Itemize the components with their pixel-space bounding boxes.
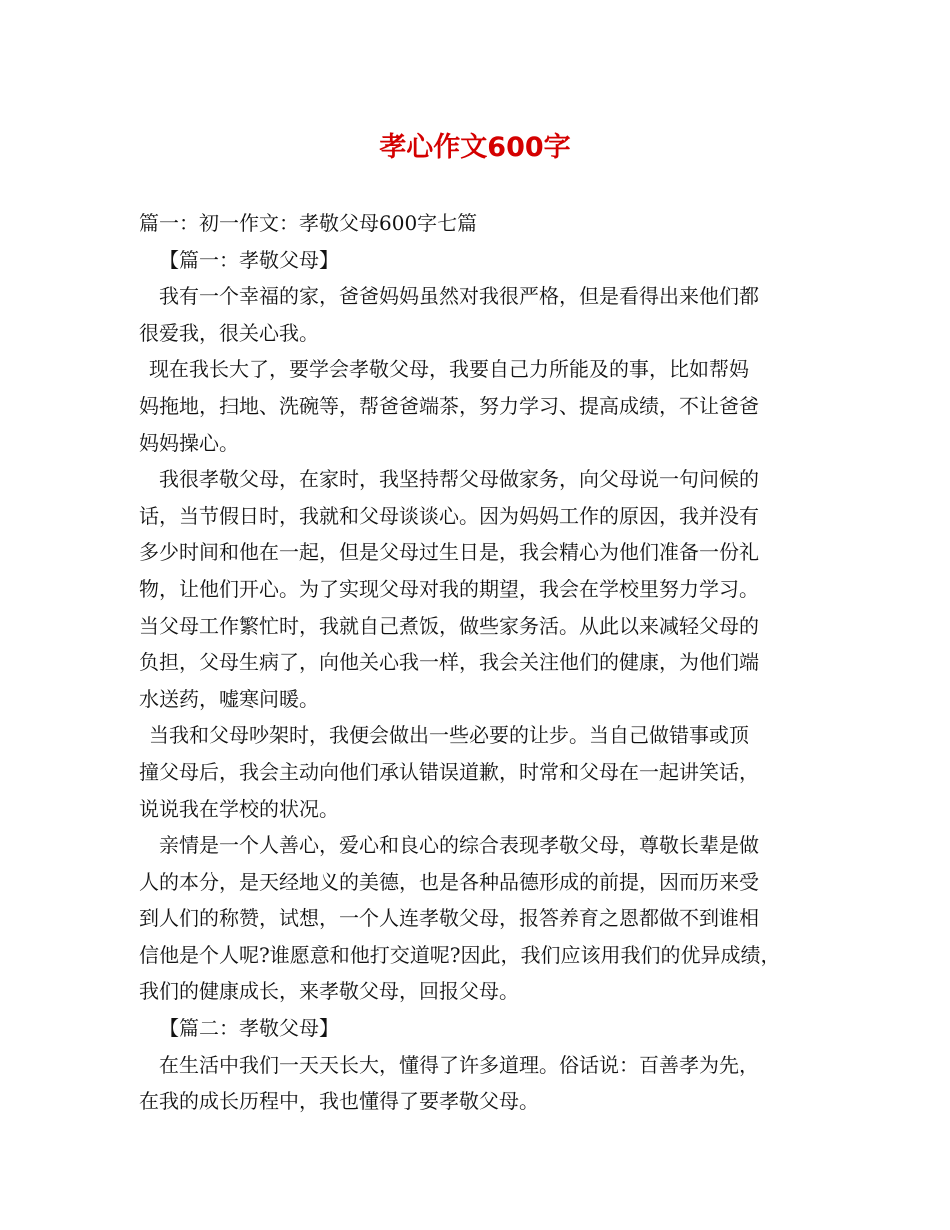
paragraph-line: 很爱我，很关心我。 (139, 320, 319, 345)
paragraph-line: 妈妈操心。 (139, 430, 239, 455)
document-body (139, 205, 829, 1120)
paragraph-line: 在我的成长历程中，我也懂得了要孝敬父母。 (139, 1089, 539, 1114)
paragraph-line: 撞父母后，我会主动向他们承认错误道歉，时常和父母在一起讲笑话， (139, 759, 759, 784)
paragraph-line: 水送药，嘘寒问暖。 (139, 686, 319, 711)
paragraph-line: 多少时间和他在一起，但是父母过生日是，我会精心为他们准备一份礼 (139, 540, 759, 565)
paragraph-line: 我有一个幸福的家，爸爸妈妈虽然对我很严格，但是看得出来他们都 (159, 284, 759, 309)
paragraph-line: 我们的健康成长，来孝敬父母，回报父母。 (139, 979, 519, 1004)
paragraph-line: 人的本分，是天经地义的美德，也是各种品德形成的前提，因而历来受 (139, 869, 759, 894)
paragraph-line: 在生活中我们一天天长大，懂得了许多道理。俗话说：百善孝为先， (159, 1052, 759, 1077)
paragraph-line: 当父母工作繁忙时，我就自己煮饭，做些家务活。从此以来减轻父母的 (139, 613, 759, 638)
paragraph-line: 负担，父母生病了，向他关心我一样，我会关注他们的健康，为他们端 (139, 650, 759, 675)
paragraph-line: 信他是个人呢?谁愿意和他打交道呢?因此，我们应该用我们的优异成绩， (139, 942, 781, 967)
paragraph-line: 当我和父母吵架时，我便会做出一些必要的让步。当自己做错事或顶 (149, 723, 749, 748)
document-title: 孝心作文600字 (379, 132, 571, 163)
paragraph-line: 现在我长大了，要学会孝敬父母，我要自己力所能及的事，比如帮妈 (149, 357, 749, 382)
paragraph-line: 亲情是一个人善心，爱心和良心的综合表现孝敬父母，尊敬长辈是做 (159, 833, 759, 858)
paragraph-line: 物，让他们开心。为了实现父母对我的期望，我会在学校里努力学习。 (139, 576, 759, 601)
paragraph-line: 到人们的称赞，试想，一个人连孝敬父母，报答养育之恩都做不到谁相 (139, 906, 759, 931)
paragraph-line: 话，当节假日时，我就和父母谈谈心。因为妈妈工作的原因，我并没有 (139, 503, 759, 528)
subsection-heading: 【篇二：孝敬父母】 (159, 1016, 339, 1041)
paragraph-line: 说说我在学校的状况。 (139, 796, 339, 821)
paragraph-line: 妈拖地，扫地、洗碗等，帮爸爸端茶，努力学习、提高成绩，不让爸爸 (139, 393, 759, 418)
section-heading: 篇一：初一作文：孝敬父母600字七篇 (139, 211, 478, 235)
subsection-heading: 【篇一：孝敬父母】 (159, 247, 339, 272)
paragraph-line: 我很孝敬父母，在家时，我坚持帮父母做家务，向父母说一句问候的 (159, 467, 759, 492)
